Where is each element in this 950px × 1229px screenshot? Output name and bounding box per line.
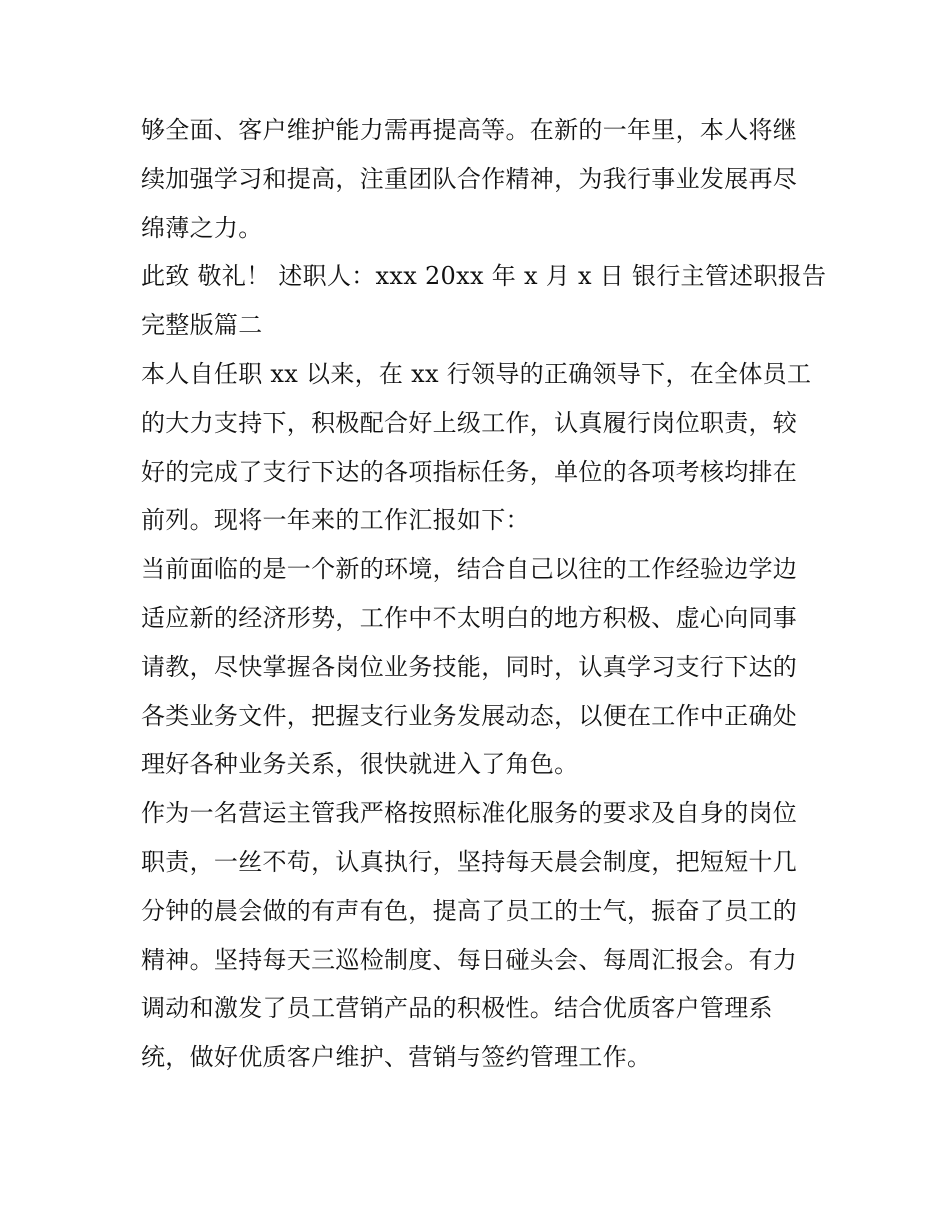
text-line: 分钟的晨会做的有声有色，提高了员工的士气，振奋了员工的: [141, 896, 798, 925]
text-line: 请教，尽快掌握各岗位业务技能，同时，认真学习支行下达的: [141, 652, 798, 681]
text-line: 职责，一丝不苟，认真执行，坚持每天晨会制度，把短短十几: [141, 847, 798, 876]
text-line: 当前面临的是一个新的环境，结合自己以往的工作经验边学边: [141, 555, 798, 584]
text-line: 的大力支持下，积极配合好上级工作，认真履行岗位职责，较: [141, 408, 798, 437]
text-line: 统，做好优质客户维护、营销与签约管理工作。: [141, 1043, 652, 1072]
text-line: 作为一名营运主管我严格按照标准化服务的要求及自身的岗位: [141, 799, 798, 828]
text-line: 精神。坚持每天三巡检制度、每日碰头会、每周汇报会。有力: [141, 945, 798, 974]
text-line: 前列。现将一年来的工作汇报如下：: [141, 506, 530, 535]
text-line: 续加强学习和提高，注重团队合作精神，为我行事业发展再尽: [141, 164, 798, 193]
text-line: 调动和激发了员工营销产品的积极性。结合优质客户管理系: [141, 994, 773, 1023]
text-line: 理好各种业务关系，很快就进入了角色。: [141, 750, 579, 779]
text-line: 绵薄之力。: [141, 213, 263, 242]
text-line: 完整版篇二: [141, 311, 263, 340]
text-line: 此致 敬礼！ 述职人：xxx 20xx 年 x 月 x 日 银行主管述职报告: [141, 262, 827, 291]
text-line: 本人自任职 xx 以来，在 xx 行领导的正确领导下，在全体员工: [141, 359, 812, 388]
text-line: 好的完成了支行下达的各项指标任务，单位的各项考核均排在: [141, 457, 798, 486]
text-line: 够全面、客户维护能力需再提高等。在新的一年里，本人将继: [141, 116, 798, 144]
text-line: 各类业务文件，把握支行业务发展动态，以便在工作中正确处: [141, 701, 798, 730]
text-line: 适应新的经济形势，工作中不太明白的地方积极、虚心向同事: [141, 603, 798, 632]
document-body: [141, 106, 827, 1082]
